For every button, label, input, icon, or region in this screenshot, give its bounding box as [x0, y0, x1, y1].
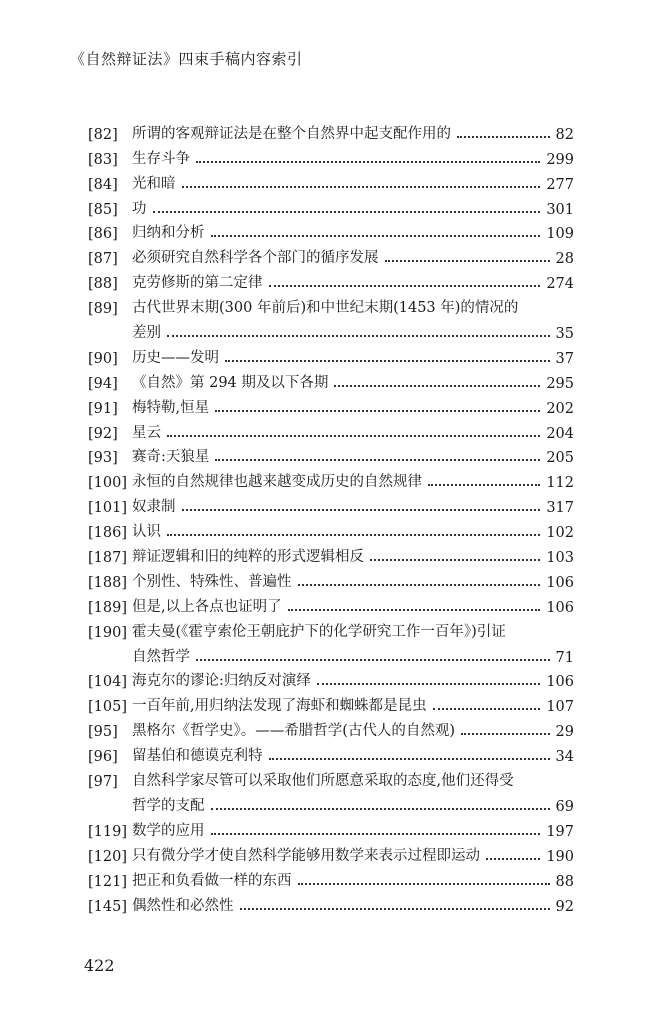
entry-page: 102 [546, 525, 574, 542]
dot-leader [211, 833, 541, 835]
entry-page: 69 [555, 798, 574, 815]
entry-title: 一百年前,用归纳法发现了海虾和蜘蛛都是昆虫 [132, 698, 427, 715]
entry-title: 海克尔的谬论:归纳反对演绎 [132, 673, 311, 690]
entry-page: 317 [546, 500, 574, 517]
entry-page: 106 [546, 574, 574, 591]
dot-leader [385, 260, 550, 262]
entry-title: 星云 [132, 424, 161, 441]
dot-leader [215, 459, 540, 461]
dot-leader [240, 908, 550, 910]
index-entry [88, 591, 574, 616]
entry-number: [89] [88, 301, 118, 318]
entry-page: 92 [555, 898, 574, 915]
index-entry [88, 367, 574, 392]
entry-page: 34 [555, 749, 574, 766]
index-entry [88, 442, 574, 467]
dot-leader [334, 385, 540, 387]
entry-number: [82] [88, 126, 118, 143]
entry-page: 277 [546, 176, 574, 193]
entry-title: 自然科学家尽管可以采取他们所愿意采取的态度,他们还得受 [132, 773, 514, 790]
entry-number: [85] [88, 201, 118, 218]
dot-leader [182, 186, 541, 188]
entry-number: [186] [88, 525, 127, 542]
entry-number: [88] [88, 276, 118, 293]
index-entry [88, 168, 574, 193]
entry-title: 归纳和分析 [132, 225, 205, 242]
entry-title: 所谓的客观辩证法是在整个自然界中起支配作用的 [132, 125, 451, 142]
entry-title: 克劳修斯的第二定律 [132, 275, 263, 292]
entry-title: 古代世界末期(300 年前后)和中世纪末期(1453 年)的情况的 [132, 300, 519, 317]
index-entry [88, 292, 574, 317]
entry-page: 301 [546, 201, 574, 218]
index-entry [88, 641, 574, 666]
dot-leader [225, 360, 550, 362]
entry-number: [84] [88, 176, 118, 193]
entry-title: 但是,以上各点也证明了 [132, 598, 282, 615]
entry-title: 差别 [132, 325, 161, 342]
page-number: 422 [84, 956, 115, 975]
entry-page: 29 [555, 724, 574, 741]
dot-leader [457, 136, 550, 138]
entry-page: 28 [555, 251, 574, 268]
entry-number: [92] [88, 425, 118, 442]
index-entry [88, 267, 574, 292]
entry-title: 哲学的支配 [132, 797, 205, 814]
entry-title: 认识 [132, 524, 161, 541]
entry-page: 112 [546, 475, 574, 492]
entry-number: [189] [88, 599, 127, 616]
entry-number: [87] [88, 251, 118, 268]
entry-title: 偶然性和必然性 [132, 897, 234, 914]
dot-leader [167, 534, 540, 536]
entry-number: [145] [88, 898, 127, 915]
index-entry [88, 566, 574, 591]
entry-title: 霍夫曼(《霍亨索伦王朝庇护下的化学研究工作一百年》)引证 [132, 623, 506, 640]
index-entry [88, 118, 574, 143]
entry-page: 205 [546, 450, 574, 467]
entry-number: [90] [88, 350, 118, 367]
index-entry [88, 218, 574, 243]
entry-page: 88 [555, 873, 574, 890]
entry-number: [91] [88, 400, 118, 417]
dot-leader [196, 161, 540, 163]
index-entry [88, 865, 574, 890]
entry-title: 光和暗 [132, 175, 176, 192]
entry-number: [101] [88, 500, 127, 517]
entry-title: 黑格尔《哲学史》。——希腊哲学(古代人的自然观) [132, 723, 456, 740]
entry-page: 204 [546, 425, 574, 442]
entry-page: 295 [546, 375, 574, 392]
entry-number: [86] [88, 226, 118, 243]
index-entry [88, 143, 574, 168]
index-entry [88, 342, 574, 367]
dot-leader [167, 435, 540, 437]
entry-number: [93] [88, 450, 118, 467]
index-entry [88, 715, 574, 740]
index-entry [88, 193, 574, 218]
dot-leader [182, 509, 541, 511]
entry-page: 299 [546, 151, 574, 168]
entry-number: [105] [88, 699, 127, 716]
entry-title: 个别性、特殊性、普遍性 [132, 573, 292, 590]
index-entry [88, 541, 574, 566]
entry-page: 197 [546, 823, 574, 840]
dot-leader [211, 808, 550, 810]
index-entry [88, 666, 574, 691]
index-entry [88, 466, 574, 491]
entry-title: 梅特勒,恒星 [132, 399, 210, 416]
index-entry [88, 740, 574, 765]
dot-leader [298, 584, 541, 586]
entry-page: 35 [555, 326, 574, 343]
entry-title: 把正和负看做一样的东西 [132, 872, 292, 889]
entry-number: [120] [88, 848, 127, 865]
entry-number: [119] [88, 823, 127, 840]
dot-leader [211, 235, 541, 237]
entry-title: 功 [132, 200, 147, 217]
entry-number: [188] [88, 574, 127, 591]
dot-leader [288, 609, 541, 611]
index-entry [88, 840, 574, 865]
index-entry-list [88, 118, 574, 915]
entry-title: 赛奇:天狼星 [132, 449, 210, 466]
index-entry [88, 790, 574, 815]
dot-leader [428, 484, 540, 486]
dot-leader [298, 883, 550, 885]
entry-title: 只有微分学才使自然科学能够用数学来表示过程即运动 [132, 847, 480, 864]
dot-leader [486, 858, 540, 860]
entry-page: 106 [546, 599, 574, 616]
entry-number: [95] [88, 724, 118, 741]
entry-title: 历史——发明 [132, 349, 219, 366]
entry-page: 103 [546, 550, 574, 567]
dot-leader [269, 285, 541, 287]
entry-title: 留基伯和德谟克利特 [132, 748, 263, 765]
entry-page: 202 [546, 400, 574, 417]
entry-number: [96] [88, 749, 118, 766]
dot-leader [153, 211, 541, 213]
entry-title: 《自然》第 294 期及以下各期 [132, 374, 329, 391]
entry-title: 必须研究自然科学各个部门的循序发展 [132, 250, 379, 267]
index-entry [88, 392, 574, 417]
entry-number: [83] [88, 151, 118, 168]
index-entry [88, 765, 574, 790]
entry-title: 生存斗争 [132, 150, 190, 167]
entry-title: 自然哲学 [132, 648, 190, 665]
index-entry [88, 491, 574, 516]
entry-number: [121] [88, 873, 127, 890]
index-entry [88, 516, 574, 541]
dot-leader [167, 335, 550, 337]
dot-leader [215, 410, 540, 412]
entry-page: 106 [546, 674, 574, 691]
running-header: 《自然辩证法》四束手稿内容索引 [70, 50, 303, 68]
dot-leader [317, 683, 540, 685]
index-entry [88, 690, 574, 715]
index-entry [88, 417, 574, 442]
entry-number: [94] [88, 375, 118, 392]
entry-page: 190 [546, 848, 574, 865]
index-entry [88, 616, 574, 641]
index-entry [88, 815, 574, 840]
entry-number: [187] [88, 550, 127, 567]
entry-page: 71 [555, 649, 574, 666]
dot-leader [269, 758, 550, 760]
entry-page: 109 [546, 226, 574, 243]
entry-page: 82 [555, 126, 574, 143]
dot-leader [433, 708, 541, 710]
dot-leader [370, 559, 540, 561]
entry-page: 107 [546, 699, 574, 716]
dot-leader [461, 733, 549, 735]
entry-number: [97] [88, 774, 118, 791]
entry-title: 数学的应用 [132, 822, 205, 839]
index-entry [88, 317, 574, 342]
entry-title: 永恒的自然规律也越来越变成历史的自然规律 [132, 474, 422, 491]
entry-number: [190] [88, 624, 127, 641]
entry-number: [100] [88, 475, 127, 492]
entry-title: 辩证逻辑和旧的纯粹的形式逻辑相反 [132, 549, 364, 566]
entry-page: 37 [555, 350, 574, 367]
entry-number: [104] [88, 674, 127, 691]
index-entry [88, 242, 574, 267]
dot-leader [196, 659, 550, 661]
entry-title: 奴隶制 [132, 499, 176, 516]
index-entry [88, 890, 574, 915]
entry-page: 274 [546, 276, 574, 293]
